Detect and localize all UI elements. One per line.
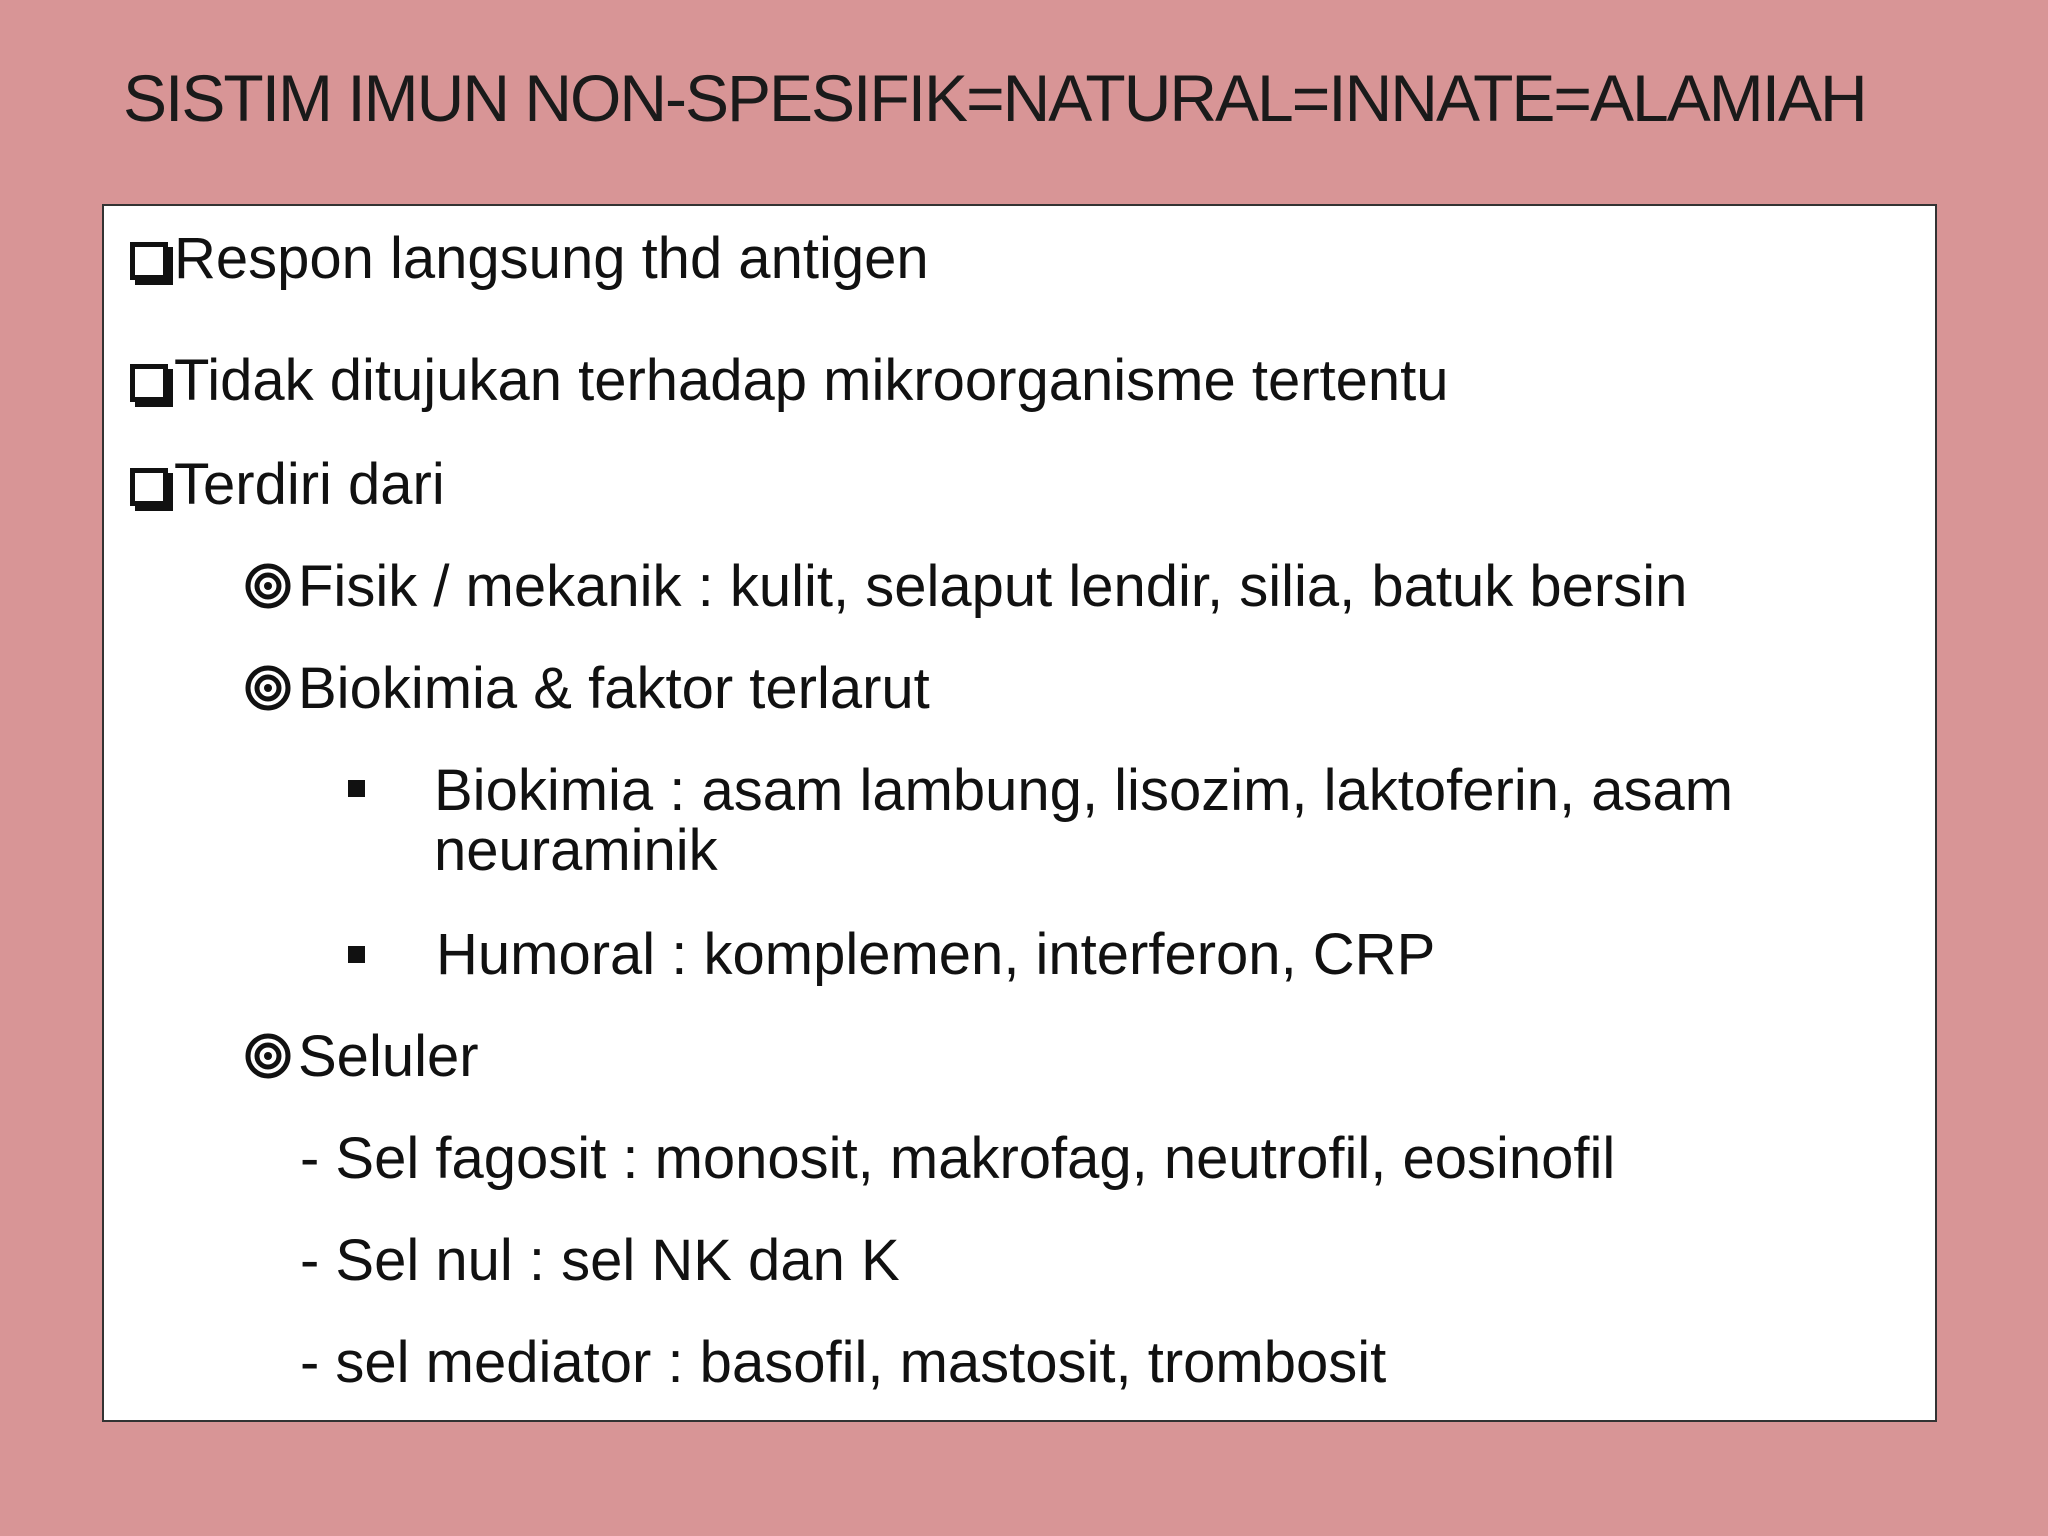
sublist-item-text: Fisik / mekanik : kulit, selaput lendir, silia, batuk bersin: [298, 554, 1688, 619]
square-bullet-icon: [348, 946, 365, 963]
target-icon: [244, 664, 292, 712]
sublist-item-fisik: [244, 554, 1688, 619]
list-item-respon: [130, 226, 929, 291]
target-icon: [244, 1032, 292, 1080]
list-item-text: Terdiri dari: [174, 452, 445, 517]
list-item-tidak: [130, 348, 1449, 413]
cell-item-nul: - Sel nul : sel NK dan K: [300, 1228, 900, 1293]
cell-item-fagosit: - Sel fagosit : monosit, makrofag, neutrofil, eosinofil: [300, 1126, 1616, 1191]
nested-item-biokimia-line1: Biokimia : asam lambung, lisozim, laktoferin, asam: [434, 758, 1734, 823]
list-item-text: Tidak ditujukan terhadap mikroorganisme tertentu: [174, 348, 1449, 413]
checkbox-icon: [130, 364, 168, 402]
target-icon: [244, 562, 292, 610]
sublist-item-seluler: [244, 1024, 479, 1089]
cell-item-mediator: - sel mediator : basofil, mastosit, trombosit: [300, 1330, 1387, 1395]
slide-title: SISTIM IMUN NON-SPESIFIK=NATURAL=INNATE=ALAMIAH: [123, 61, 1866, 135]
list-item-text: Respon langsung thd antigen: [174, 226, 929, 291]
nested-item-biokimia-line2: neuraminik: [434, 818, 718, 883]
sublist-item-biokimia: [244, 656, 930, 721]
square-bullet-icon: [348, 780, 365, 797]
nested-item-humoral: Humoral : komplemen, interferon, CRP: [436, 922, 1436, 987]
content-box: [102, 204, 1937, 1422]
sublist-item-text: Seluler: [298, 1024, 479, 1089]
checkbox-icon: [130, 468, 168, 506]
list-item-terdiri: [130, 452, 445, 517]
checkbox-icon: [130, 242, 168, 280]
sublist-item-text: Biokimia & faktor terlarut: [298, 656, 930, 721]
